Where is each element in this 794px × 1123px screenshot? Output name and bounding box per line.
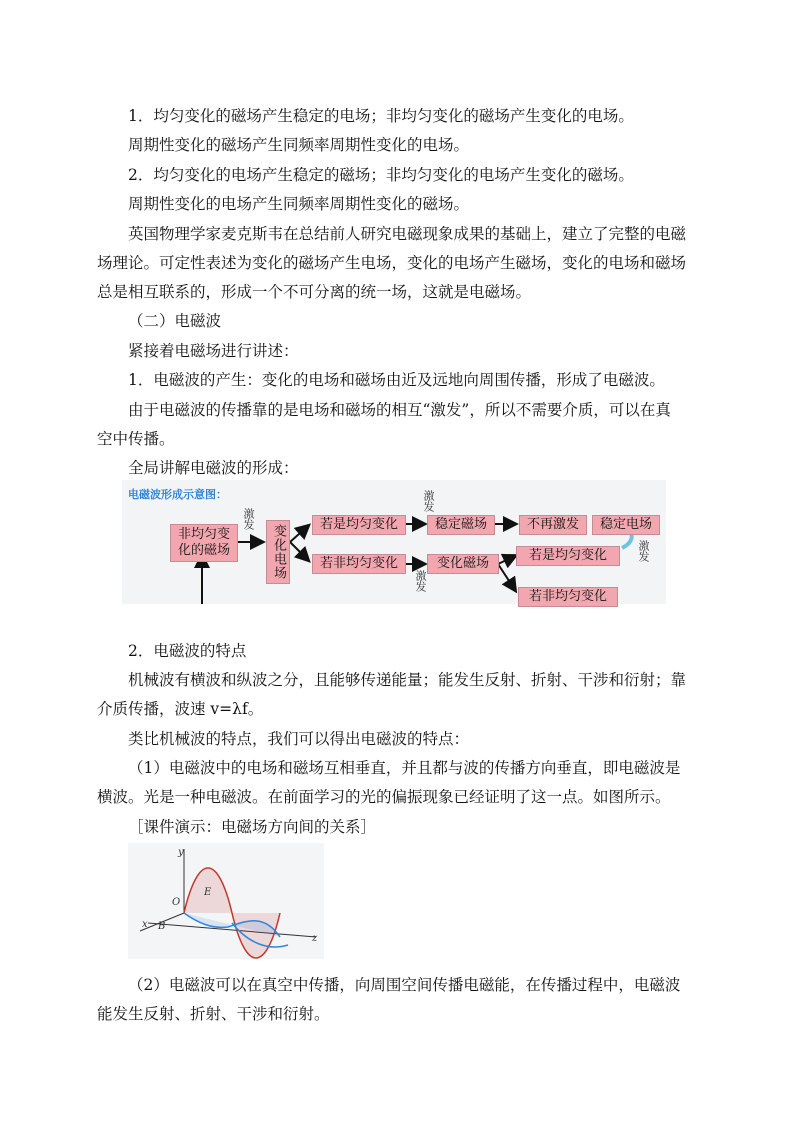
paragraph-15-line1: （2）电磁波可以在真空中传播，向周围空间传播电磁能，在传播过程中，电磁波 — [128, 976, 681, 994]
em-wave-figure — [128, 843, 324, 959]
em-wave-formation-diagram — [122, 480, 666, 604]
box-changing-electric: 变化电场 — [266, 520, 290, 584]
y-axis-label: y — [178, 847, 184, 858]
paragraph-10: 2．电磁波的特点 — [128, 642, 247, 660]
box-stable-electric: 稳定电场 — [592, 515, 660, 535]
paragraph-8-line1: 由于电磁波的传播靠的是电场和磁场的相互“激发”，所以不需要介质，可以在真 — [128, 401, 671, 419]
paragraph-13-line2: 横波。光是一种电磁波。在前面学习的光的偏振现象已经证明了这一点。如图所示。 — [97, 788, 671, 806]
box-no-excite: 不再激发 — [519, 515, 587, 535]
box-if-nonuniform-2: 若非均匀变化 — [518, 587, 618, 607]
box-nonuniform-magnetic — [170, 524, 238, 562]
box-stable-magnetic: 稳定磁场 — [427, 515, 495, 535]
paragraph-5-line1: 英国物理学家麦克斯韦在总结前人研究电磁现象成果的基础上，建立了完整的电磁 — [128, 225, 687, 243]
paragraph-1: 1．均匀变化的磁场产生稳定的电场；非均匀变化的磁场产生变化的电场。 — [128, 107, 634, 125]
box-if-uniform-2: 若是均匀变化 — [516, 546, 620, 566]
paragraph-13-line1: （1）电磁波中的电场和磁场互相垂直，并且都与波的传播方向垂直，即电磁波是 — [128, 759, 681, 777]
x-axis-label: x — [142, 919, 148, 930]
b-field-label: B — [158, 921, 166, 932]
paragraph-7: 1．电磁波的产生：变化的电场和磁场由近及远地向周围传播，形成了电磁波。 — [128, 371, 665, 389]
paragraph-8-line2: 空中传播。 — [97, 430, 175, 448]
z-axis-label: z — [312, 933, 318, 944]
paragraph-11-line2: 介质传播，波速 v=λf。 — [97, 700, 264, 718]
paragraph-15-line2: 能发生反射、折射、干涉和衍射。 — [97, 1005, 330, 1023]
paragraph-11-line1: 机械波有横波和纵波之分，且能够传递能量；能发生反射、折射、干涉和衍射；靠 — [128, 671, 687, 689]
section-heading: （二）电磁波 — [128, 312, 222, 330]
paragraph-4: 周期性变化的电场产生同频率周期性变化的磁场。 — [128, 195, 470, 213]
excite-label-2: 激发 — [422, 490, 435, 512]
box-changing-magnetic: 变化磁场 — [427, 554, 499, 574]
start-line-1: 非均匀变 — [177, 527, 230, 542]
box-if-nonuniform-1: 若非均匀变化 — [312, 554, 406, 574]
paragraph-9: 全局讲解电磁波的形成： — [128, 459, 299, 477]
diagram-title: 电磁波形成示意图： — [128, 488, 227, 501]
paragraph-3: 2．均匀变化的电场产生稳定的磁场；非均匀变化的电场产生变化的磁场。 — [128, 166, 634, 184]
excite-label-1: 激发 — [242, 508, 255, 530]
paragraph-2: 周期性变化的磁场产生同频率周期性变化的电场。 — [128, 136, 470, 154]
paragraph-5-line3: 总是相互联系的，形成一个不可分离的统一场，这就是电磁场。 — [97, 283, 532, 301]
e-field-label: E — [204, 887, 212, 898]
start-line-2: 化的磁场 — [177, 543, 230, 558]
paragraph-6: 紧接着电磁场进行讲述： — [128, 342, 299, 360]
excite-label-3: 激发 — [414, 570, 427, 592]
em-wave-svg — [128, 843, 324, 959]
origin-label: O — [172, 897, 181, 908]
paragraph-12: 类比机械波的特点，我们可以得出电磁波的特点： — [128, 730, 470, 748]
box-if-uniform-1: 若是均匀变化 — [312, 515, 406, 535]
paragraph-14: ［课件演示：电磁场方向间的关系］ — [128, 818, 377, 836]
paragraph-5-line2: 场理论。可定性表述为变化的磁场产生电场，变化的电场产生磁场，变化的电场和磁场 — [97, 254, 687, 272]
excite-label-4: 激发 — [637, 540, 650, 562]
